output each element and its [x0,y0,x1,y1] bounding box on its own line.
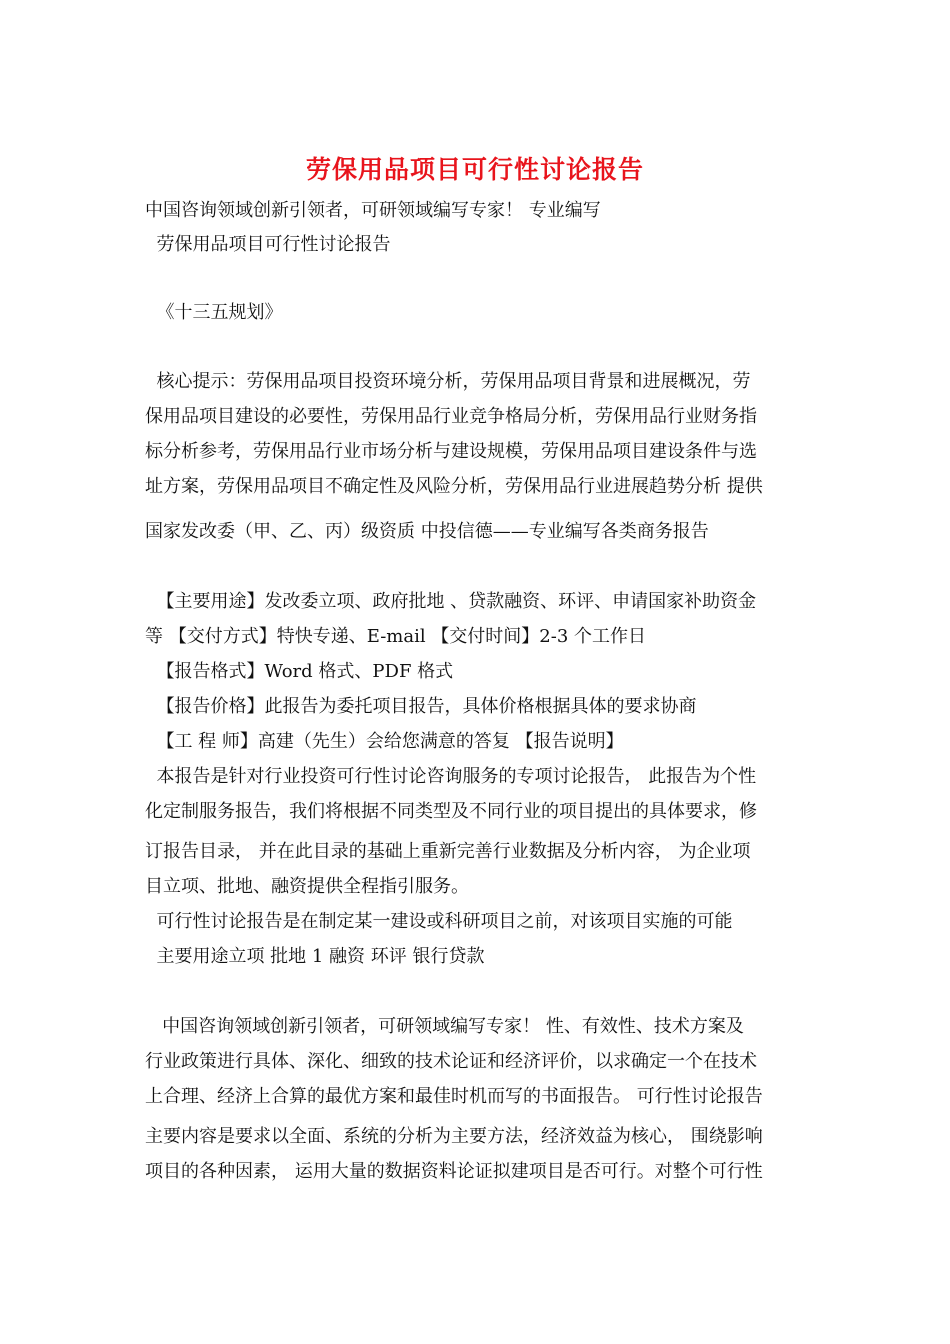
line-6: 标分析参考，劳保用品行业市场分析与建设规模，劳保用品项目建设条件与选 [145,441,757,462]
line-3: 《十三五规划》 [145,302,283,323]
line-24: 项目的各种因素， 运用大量的数据资料论证拟建项目是否可行。对整个可行性 [145,1161,763,1182]
line-1: 中国咨询领域创新引领者，可研领域编写专家！ 专业编写 [145,200,601,221]
line-19: 主要用途立项 批地 1 融资 环评 银行贷款 [145,946,485,967]
line-7: 址方案，劳保用品项目不确定性及风险分析，劳保用品行业进展趋势分析 提供 [145,476,763,497]
line-18: 可行性讨论报告是在制定某一建设或科研项目之前，对该项目实施的可能 [145,911,733,932]
line-21: 行业政策进行具体、深化、细致的技术论证和经济评价，以求确定一个在技术 [145,1051,757,1072]
line-13: 【工 程 师】高建（先生）会给您满意的答复 【报告说明】 [145,731,624,752]
line-5: 保用品项目建设的必要性，劳保用品行业竞争格局分析，劳保用品行业财务指 [145,406,757,427]
line-15: 化定制服务报告，我们将根据不同类型及不同行业的项目提出的具体要求，修 [145,801,757,822]
line-22: 上合理、经济上合算的最优方案和最佳时机而写的书面报告。 可行性讨论报告 [145,1086,763,1107]
line-8: 国家发改委（甲、乙、丙）级资质 中投信德——专业编写各类商务报告 [145,521,709,542]
line-17: 目立项、批地、融资提供全程指引服务。 [145,876,469,897]
line-20: 中国咨询领域创新引领者，可研领域编写专家！ 性、有效性、技术方案及 [145,1016,744,1037]
line-16: 订报告目录， 并在此目录的基础上重新完善行业数据及分析内容， 为企业项 [145,841,751,862]
document-title: 劳保用品项目可行性讨论报告 [305,155,644,184]
line-23: 主要内容是要求以全面、系统的分析为主要方法，经济效益为核心， 围绕影响 [145,1126,763,1147]
line-11: 【报告格式】Word 格式、PDF 格式 [145,661,454,682]
line-4: 核心提示：劳保用品项目投资环境分析，劳保用品项目背景和进展概况，劳 [145,371,751,392]
line-12: 【报告价格】此报告为委托项目报告，具体价格根据具体的要求协商 [145,696,697,717]
line-10: 等 【交付方式】特快专递、E-mail 【交付时间】2-3 个工作日 [145,626,647,647]
line-9: 【主要用途】发改委立项、政府批地 、贷款融资、环评、申请国家补助资金 [145,591,757,612]
line-14: 本报告是针对行业投资可行性讨论咨询服务的专项讨论报告， 此报告为个性 [145,766,757,787]
line-2: 劳保用品项目可行性讨论报告 [145,234,391,255]
